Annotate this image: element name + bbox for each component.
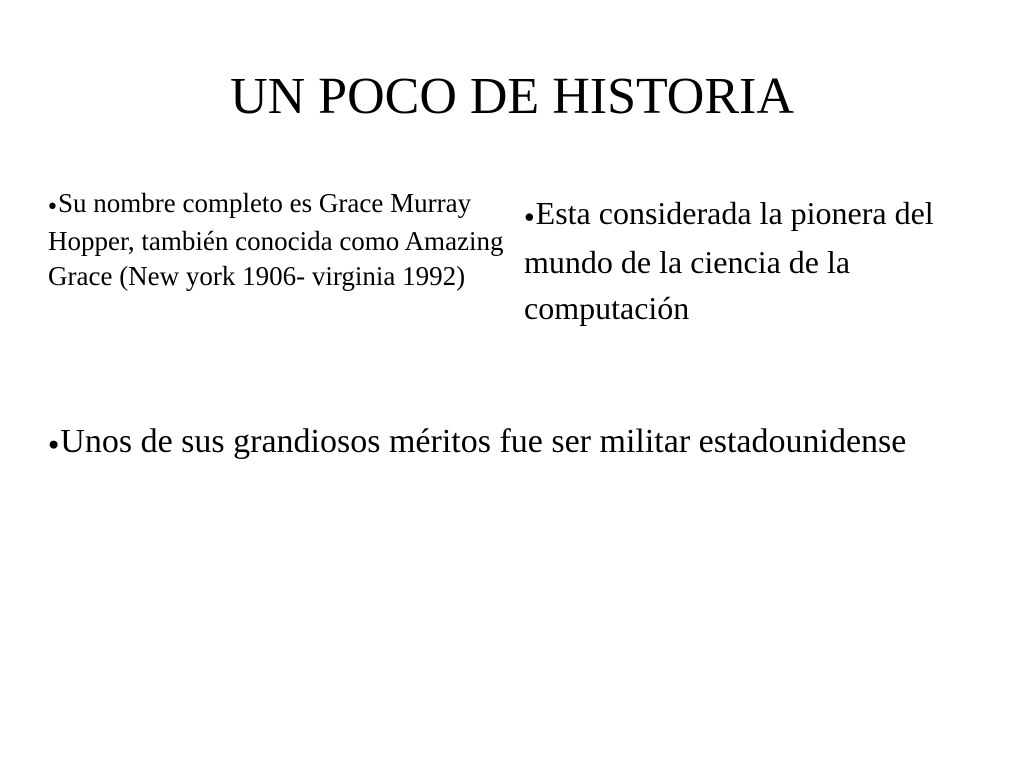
bullet-text: Esta considerada la pionera del mundo de la ciencia de la computación <box>524 195 934 326</box>
bullet-dot-icon: ● <box>48 198 57 215</box>
slide-title: UN POCO DE HISTORIA <box>230 68 794 125</box>
bullet-text: Su nombre completo es Grace Murray Hopper, también conocida como Amazing Grace (New york 1906- virginia 1992) <box>48 188 504 292</box>
bullet-text: Unos de sus grandiosos méritos fue ser militar estadounidense <box>60 423 907 460</box>
bullet-pioneer <box>524 190 1004 331</box>
bullet-dot-icon: ● <box>524 205 535 226</box>
bullet-dot-icon: ● <box>48 433 60 455</box>
bullet-full-name <box>48 186 508 294</box>
bullet-merits <box>48 418 988 469</box>
